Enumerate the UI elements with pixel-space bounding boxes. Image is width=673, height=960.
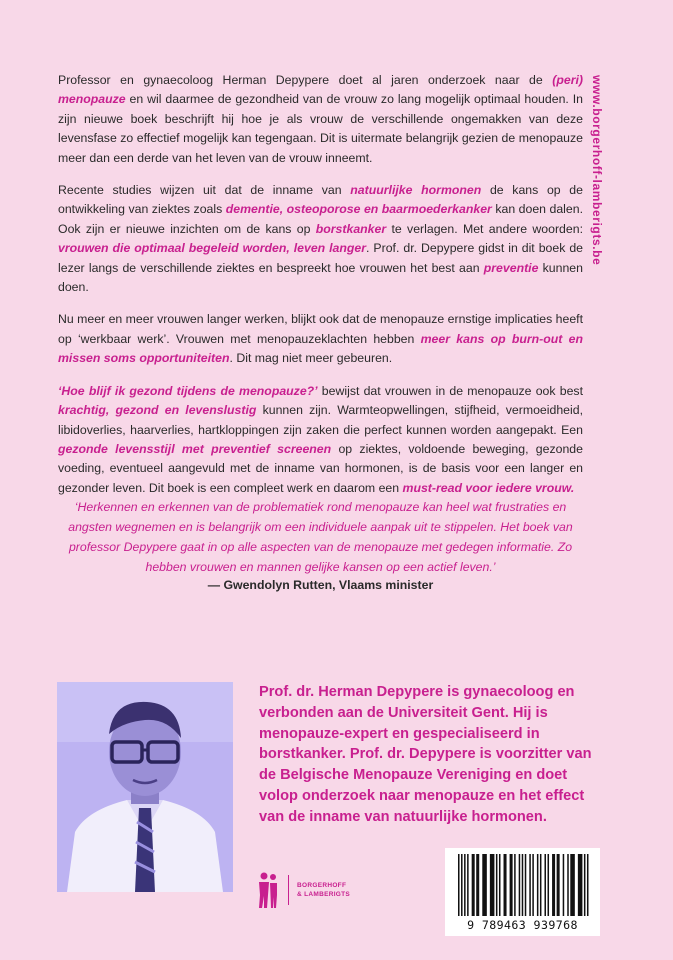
highlighted-text: meer kans op burn-out en missen soms opportuniteiten: [58, 331, 584, 366]
barcode-bar: [510, 854, 513, 916]
body-text-run: . Prof. dr. Depypere gidst in dit boek de lezer langs de verschillende ziektes en bespreekt hoe vrouwen het best aan: [58, 241, 583, 275]
isbn-barcode: [445, 848, 600, 936]
highlighted-text: borstkanker: [315, 221, 387, 236]
barcode-bar: [496, 854, 498, 916]
body-text-run: kan doen dalen. Ook zijn er nieuwe inzichten om de kans op: [58, 202, 584, 236]
barcode-bar: [544, 854, 546, 916]
isbn-number: 9 789463 939768: [467, 918, 578, 932]
publisher-logo: [256, 868, 376, 912]
barcode-bar: [514, 854, 516, 916]
body-text-run: Recente studies wijzen uit dat de inname van: [58, 183, 351, 198]
blurb-paragraph: [58, 310, 583, 368]
body-text-run: bewijst dat vrouwen in de menopauze ook best: [317, 383, 583, 398]
barcode-bar: [537, 854, 539, 916]
highlighted-text: krachtig, gezond en levenslustig: [58, 403, 257, 418]
blurb-paragraph: [58, 181, 583, 297]
barcode-bar: [540, 854, 542, 916]
author-portrait-image: [57, 682, 233, 892]
highlighted-text: gezonde levensstijl met preventief screenen: [58, 441, 332, 456]
author-photo: [57, 682, 233, 892]
barcode-bar: [482, 854, 487, 916]
barcode-bar: [548, 854, 550, 916]
barcode-bar: [504, 854, 507, 916]
author-bio: Prof. dr. Herman Depypere is gynaecoloog en verbonden aan de Universiteit Gent. Hij is menopauze-expert en gespecialiseerd in borstkanker. Prof. dr. Depypere is voorzitter van de Belgische Menopauze Vereniging en doet volop onderzoek naar menopauze en het effect van de inname van natuurlijke hormonen.: [259, 684, 592, 825]
barcode-bar: [525, 854, 527, 916]
highlighted-text: dementie, osteoporose en baarmoederkanker: [225, 202, 492, 217]
barcode-bar: [519, 854, 521, 916]
publisher-name-line-2: & LAMBERIGTS: [297, 891, 351, 898]
barcode-bar: [584, 854, 586, 916]
publisher-name: [297, 881, 367, 899]
endorsement-quote: ‘Herkennen en erkennen van de problematiek rond menopauze kan heel wat frustraties en angsten wegnemen en is belangrijk om een individuele aanpak uit te stippelen. Het boek van professor Depypere gaat in op alle aspecten van de menopauze met gedegen informatie. Zo hebben vrouwen en mannen gelijke kansen op een actief leven.’: [68, 500, 573, 574]
barcode-bar: [563, 854, 565, 916]
barcode-bar: [532, 854, 534, 916]
highlighted-text: natuurlijke hormonen: [350, 183, 482, 198]
body-text-run: Nu meer en meer vrouwen langer werken, blijkt ook dat de menopauze ernstige implicaties heeft op ‘werkbaar werk’. Vrouwen met menopauzeklachten hebben: [58, 312, 583, 346]
body-text-run: te verlagen. Met andere woorden:: [386, 221, 583, 236]
barcode-bar: [499, 854, 501, 916]
endorsement-author: — Gwendolyn Rutten, Vlaams minister: [207, 578, 434, 592]
highlighted-text: must-read voor iedere vrouw.: [402, 480, 575, 495]
publisher-website: www.borgerhoff-lamberigts.be: [590, 75, 604, 266]
body-text-run: op ziektes, voldoende beweging, gezonde voeding, eventueel aangevuld met de inname van hormonen, is de basis voor een langer en gezonder leven. Dit boek is een compleet werk en daarom een: [58, 441, 583, 495]
barcode-bar: [490, 854, 495, 916]
barcode-bar: [467, 854, 469, 916]
barcode-bar: [587, 854, 589, 916]
highlighted-text: (peri) menopauze: [58, 73, 583, 107]
body-text-run: de kans op de ontwikkeling van ziektes zoals: [58, 183, 583, 217]
barcode-bar: [557, 854, 560, 916]
barcode-bar: [578, 854, 583, 916]
blurb-text: [58, 71, 583, 511]
barcode-bar: [476, 854, 479, 916]
barcode-bars: [458, 854, 590, 916]
highlighted-text: preventie: [483, 260, 539, 275]
barcode-bar: [458, 854, 460, 916]
barcode-bar: [464, 854, 466, 916]
blurb-paragraph: [58, 382, 583, 498]
barcode-bar: [472, 854, 475, 916]
body-text-run: Professor en gynaecoloog Herman Depypere doet al jaren onderzoek naar de: [58, 73, 553, 87]
blurb-paragraph: [58, 71, 583, 168]
barcode-bar: [552, 854, 555, 916]
body-text-run: kunnen doen.: [58, 260, 583, 295]
barcode-bar: [567, 854, 569, 916]
barcode-bar: [461, 854, 463, 916]
publisher-name-line-1: BORGERHOFF: [297, 882, 347, 889]
highlighted-text: ‘Hoe blijf ik gezond tijdens de menopauze?’: [58, 383, 318, 398]
barcode-bar: [522, 854, 524, 916]
publisher-figures-icon: [256, 871, 280, 909]
logo-divider: [288, 875, 289, 905]
barcode-bar: [529, 854, 531, 916]
barcode-bar: [570, 854, 575, 916]
body-text-run: kunnen zijn. Warmteopwellingen, stijfheid, vermoeidheid, libidoverlies, haarverlies, hartkloppingen zijn zaken die perfect kunnen worden aangepakt. Een: [58, 403, 583, 437]
highlighted-text: vrouwen die optimaal begeleid worden, leven langer: [58, 241, 367, 256]
body-text-run: . Dit mag niet meer gebeuren.: [229, 351, 393, 366]
body-text-run: en wil daarmee de gezondheid van de vrouw zo lang mogelijk optimaal houden. In zijn nieuwe boek beschrijft hij hoe je als vrouw de verschillende ongemakken van deze levensfase zo effectief mogelijk kan tegengaan. Dit is uitermate belangrijk gezien de menopauze meer dan een derde van het leven van de vrouw inneemt.: [58, 92, 583, 165]
